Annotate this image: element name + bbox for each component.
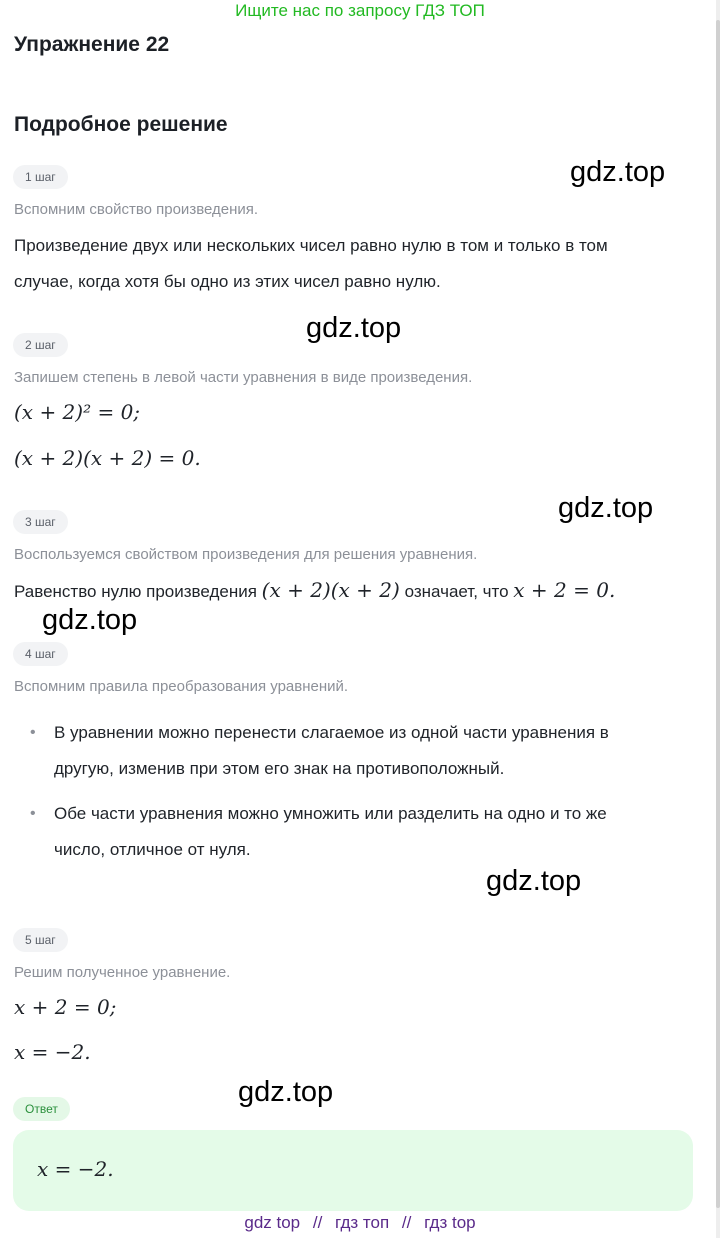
step-hint-5: Решим полученное уравнение. [14, 964, 231, 981]
watermark: gdz.top [238, 1076, 334, 1108]
scrollbar[interactable] [716, 0, 720, 1238]
watermark: gdz.top [306, 312, 402, 344]
footer-separator: // [312, 1213, 323, 1232]
step-math-5-line-2: x = −2. [14, 1040, 91, 1064]
footer-links [0, 1213, 720, 1233]
step-text-1-line-1: Произведение двух или нескольких чисел равно нулю в том и только в том [14, 236, 608, 255]
step-badge-5: 5 шаг [13, 928, 68, 952]
watermark: gdz.top [558, 492, 654, 524]
step-badge-3: 3 шаг [13, 510, 68, 534]
promo-banner[interactable]: Ищите нас по запросу ГДЗ ТОП [235, 1, 485, 20]
step-text-3-middle: означает, что [404, 582, 509, 601]
watermark: gdz.top [486, 865, 582, 897]
section-title: Подробное решение [14, 113, 228, 136]
step-hint-4: Вспомним правила преобразования уравнений. [14, 678, 349, 695]
step-badge-4: 4 шаг [13, 642, 68, 666]
step-text-3-before: Равенство нулю произведения [14, 582, 257, 601]
rule-list-item-2 [30, 796, 670, 868]
answer-value: x = −2. [37, 1157, 114, 1181]
step-math-3-inline-1: (x + 2)(x + 2) [261, 578, 400, 602]
bullet-dot-icon: • [30, 805, 36, 822]
rule-1-line-2: другую, изменив при этом его знак на противоположный. [54, 759, 505, 778]
watermark: gdz.top [42, 604, 138, 636]
footer-link-2[interactable]: гдз топ [335, 1213, 390, 1232]
rule-2-line-1: Обе части уравнения можно умножить или разделить на одно и то же [54, 804, 607, 823]
step-badge-2: 2 шаг [13, 333, 68, 357]
step-text-1-line-2: случае, когда хотя бы одно из этих чисел равно нулю. [14, 272, 441, 291]
step-math-5-line-1: x + 2 = 0; [14, 995, 117, 1019]
bullet-dot-icon: • [30, 724, 36, 741]
answer-box [13, 1130, 693, 1211]
watermark: gdz.top [570, 156, 666, 188]
step-hint-1: Вспомним свойство произведения. [14, 201, 259, 218]
rule-list-item-1 [30, 715, 670, 787]
step-math-3-inline-2: x + 2 = 0. [513, 578, 616, 602]
step-math-2-line-2: (x + 2)(x + 2) = 0. [14, 446, 201, 470]
footer-link-3[interactable]: гдз top [424, 1213, 476, 1232]
scrollbar-thumb[interactable] [716, 20, 720, 1208]
footer-link-1[interactable]: gdz top [244, 1213, 301, 1232]
step-hint-3: Воспользуемся свойством произведения для решения уравнения. [14, 546, 478, 563]
footer-separator: // [401, 1213, 412, 1232]
rule-2-line-2: число, отличное от нуля. [54, 840, 251, 859]
rule-1-line-1: В уравнении можно перенести слагаемое из одной части уравнения в [54, 723, 609, 742]
step-badge-1: 1 шаг [13, 165, 68, 189]
page-title: Упражнение 22 [14, 33, 170, 56]
step-math-2-line-1: (x + 2)² = 0; [14, 400, 141, 424]
answer-badge: Ответ [13, 1097, 70, 1121]
step-hint-2: Запишем степень в левой части уравнения в виде произведения. [14, 369, 473, 386]
